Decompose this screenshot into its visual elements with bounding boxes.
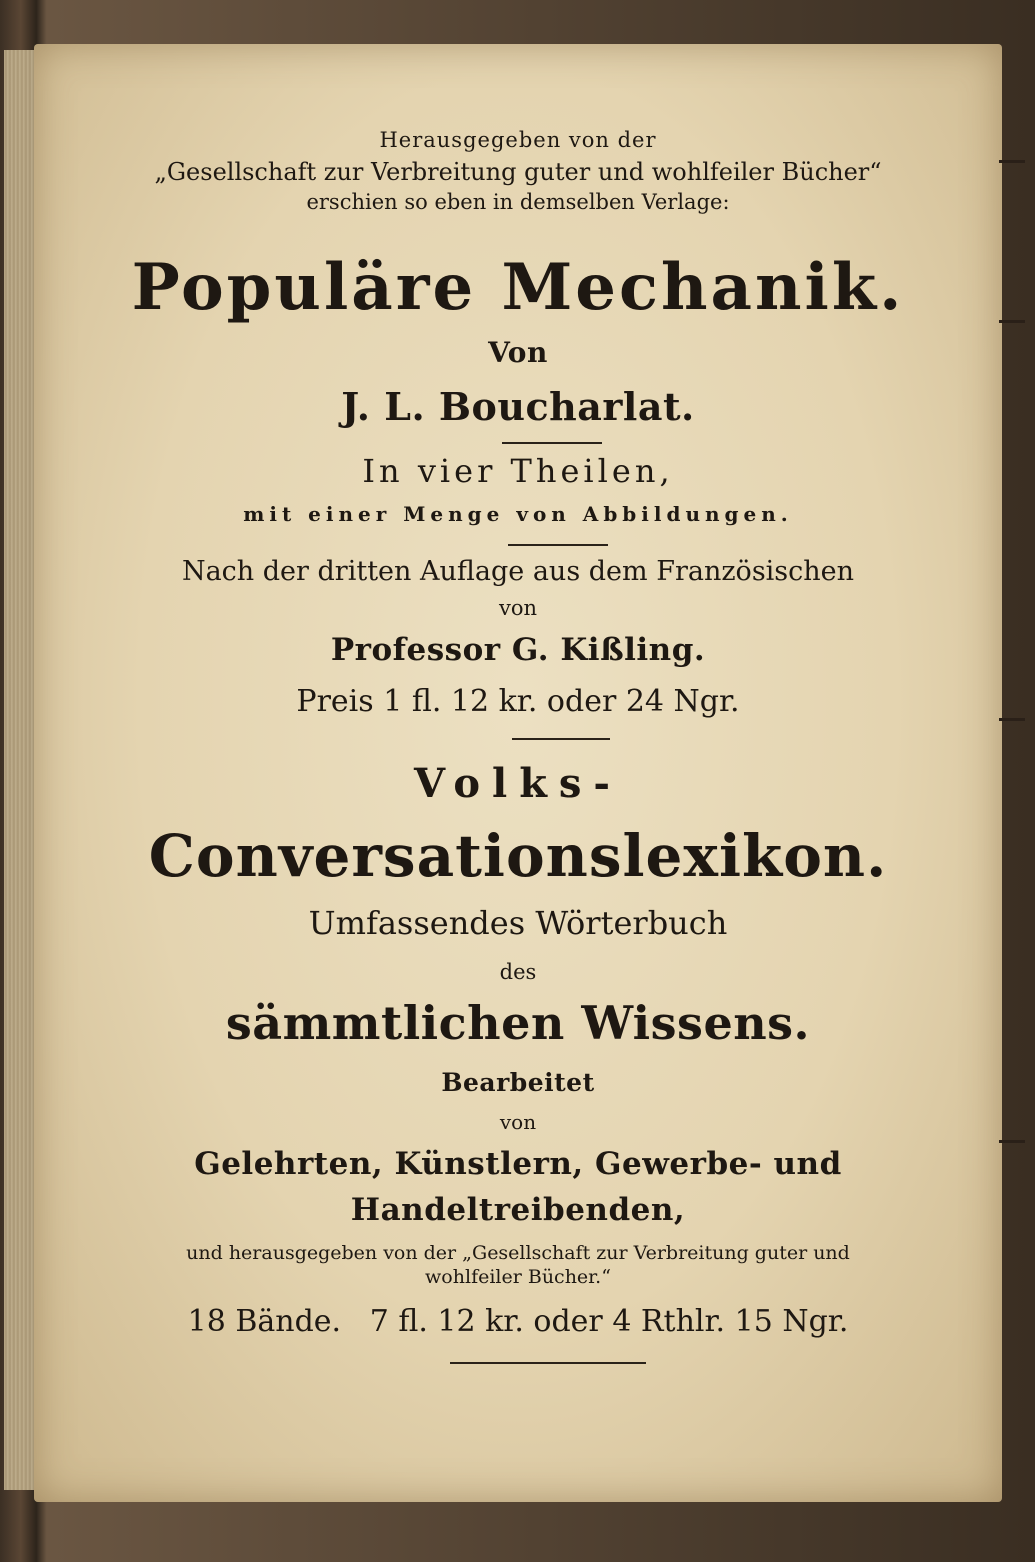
intro-line-2: „Gesellschaft zur Verbreitung guter und wohlfeiler Bücher“ [154,158,882,186]
divider-rule [502,442,602,444]
book1-title: Populäre Mechanik. [131,250,905,325]
page-edges [4,50,34,1490]
book2-publisher-line-1: und herausgegeben von der „Gesellschaft zur Verbreitung guter und [186,1242,850,1264]
book2-title-line-2: Conversationslexikon. [148,822,888,890]
book2-subtitle-line-1: Umfassendes Wörterbuch [308,904,728,942]
book2-publisher-line-2: wohlfeiler Bücher.“ [425,1266,611,1288]
binding-stitch [999,320,1025,323]
book2-subtitle-des: des [499,960,537,984]
book1-author: J. L. Boucharlat. [341,384,695,429]
divider-rule [508,544,608,546]
intro-line-3: erschien so eben in demselben Verlage: [306,190,730,214]
book2-von: von [499,1110,537,1134]
book1-illustrations: mit einer Menge von Abbildungen. [243,502,793,526]
end-rule [450,1362,646,1364]
binding-stitch [999,718,1025,721]
book1-von: von [498,596,538,620]
book1-translation-note: Nach der dritten Auflage aus dem Französischen [181,556,855,587]
book2-contributors-line-1: Gelehrten, Künstlern, Gewerbe- und [194,1146,842,1182]
book1-by: Von [488,336,548,369]
book2-publisher [34,1242,1002,1288]
book2-title-line-1: Volks- [413,760,623,807]
book2-subtitle-line-2: sämmtlichen Wissens. [225,996,811,1050]
book2-edited: Bearbeitet [441,1068,595,1097]
book2-contributors-line-2: Handeltreibenden, [350,1192,686,1228]
book1-parts: In vier Theilen, [362,452,674,490]
book2-price: 18 Bände. 7 fl. 12 kr. oder 4 Rthlr. 15 Ngr. [187,1304,849,1339]
binding-stitch [999,1140,1025,1143]
book1-price: Preis 1 fl. 12 kr. oder 24 Ngr. [296,684,740,719]
binding-stitch [999,160,1025,163]
intro-line-1: Herausgegeben von der [379,128,657,152]
intro [34,128,1002,214]
book1-translator: Professor G. Kißling. [330,632,706,668]
divider-rule [512,738,610,740]
